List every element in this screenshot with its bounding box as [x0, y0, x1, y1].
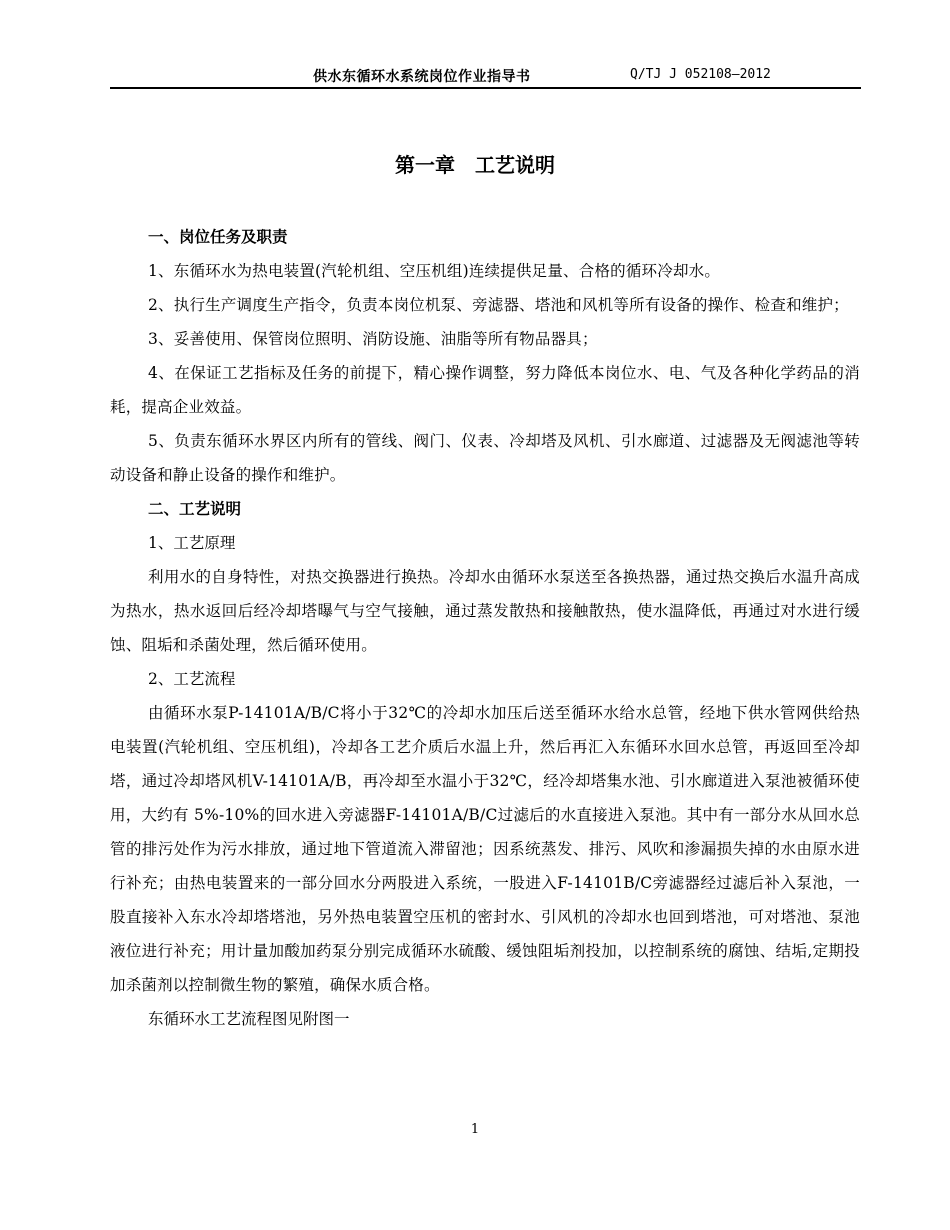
page-number: 1: [470, 1122, 480, 1137]
document-body: [110, 220, 860, 1036]
duty-item: 1、东循环水为热电装置(汽轮机组、空压机组)连续提供足量、合格的循环冷却水。: [148, 262, 721, 280]
header-divider: [110, 87, 861, 89]
chapter-title: 第一章 工艺说明: [395, 153, 555, 177]
flow-paragraph: 由循环水泵P-14101A/B/C将小于32℃的冷却水加压后送至循环水给水总管，经地下供水管网供给热电装置(汽轮机组、空压机组)，冷却各工艺介质后水温上升，然后再汇入东循环水回水总管，再返回至冷却塔，通过冷却塔风机V-14101A/B，再冷却至水温小于32℃，经冷却塔集水池、引水廊道进入泵池被循环使用，大约有 5%-10%的回水进入旁滤器F-14101A/B/C过滤后的水直接进入泵池。其中有一部分水从回水总管的排污处作为污水排放，通过地下管道流入滞留池；因系统蒸发、排污、风吹和渗漏损失掉的水由原水进行补充；由热电装置来的一部分回水分两股进入系统，一股进入F-14101B/C旁滤器经过滤后补入泵池，一股直接补入东水冷却塔塔池，另外热电装置空压机的密封水、引风机的冷却水也回到塔池，可对塔池、泵池液位进行补充；用计量加酸加药泵分别完成循环水硫酸、缓蚀阻垢剂投加，以控制系统的腐蚀、结垢,定期投加杀菌剂以控制微生物的繁殖，确保水质合格。: [110, 704, 860, 994]
figure-reference: 东循环水工艺流程图见附图一: [148, 1010, 350, 1028]
duty-item: 5、负责东循环水界区内所有的管线、阀门、仪表、冷却塔及风机、引水廊道、过滤器及无阀滤池等转动设备和静止设备的操作和维护。: [110, 432, 860, 484]
section-heading-duties: 一、岗位任务及职责: [148, 228, 288, 246]
header-title: 供水东循环水系统岗位作业指导书: [313, 69, 531, 85]
header-document-code: Q/TJ J 052108—2012: [630, 67, 771, 82]
duty-item: 2、执行生产调度生产指令，负责本岗位机泵、旁滤器、塔池和风机等所有设备的操作、检查和维护；: [148, 296, 849, 314]
duty-item: 4、在保证工艺指标及任务的前提下，精心操作调整，努力降低本岗位水、电、气及各种化学药品的消耗，提高企业效益。: [110, 364, 860, 416]
duty-item: 3、妥善使用、保管岗位照明、消防设施、油脂等所有物品器具；: [148, 330, 598, 348]
subsection-title-principle: 1、工艺原理: [148, 534, 236, 552]
subsection-title-flow: 2、工艺流程: [148, 670, 236, 688]
section-heading-process: 二、工艺说明: [148, 500, 242, 518]
page-header: [110, 66, 861, 86]
principle-paragraph: 利用水的自身特性，对热交换器进行换热。冷却水由循环水泵送至各换热器，通过热交换后水温升高成为热水，热水返回后经冷却塔曝气与空气接触，通过蒸发散热和接触散热，使水温降低，再通过对水进行缓蚀、阻垢和杀菌处理，然后循环使用。: [110, 568, 860, 654]
